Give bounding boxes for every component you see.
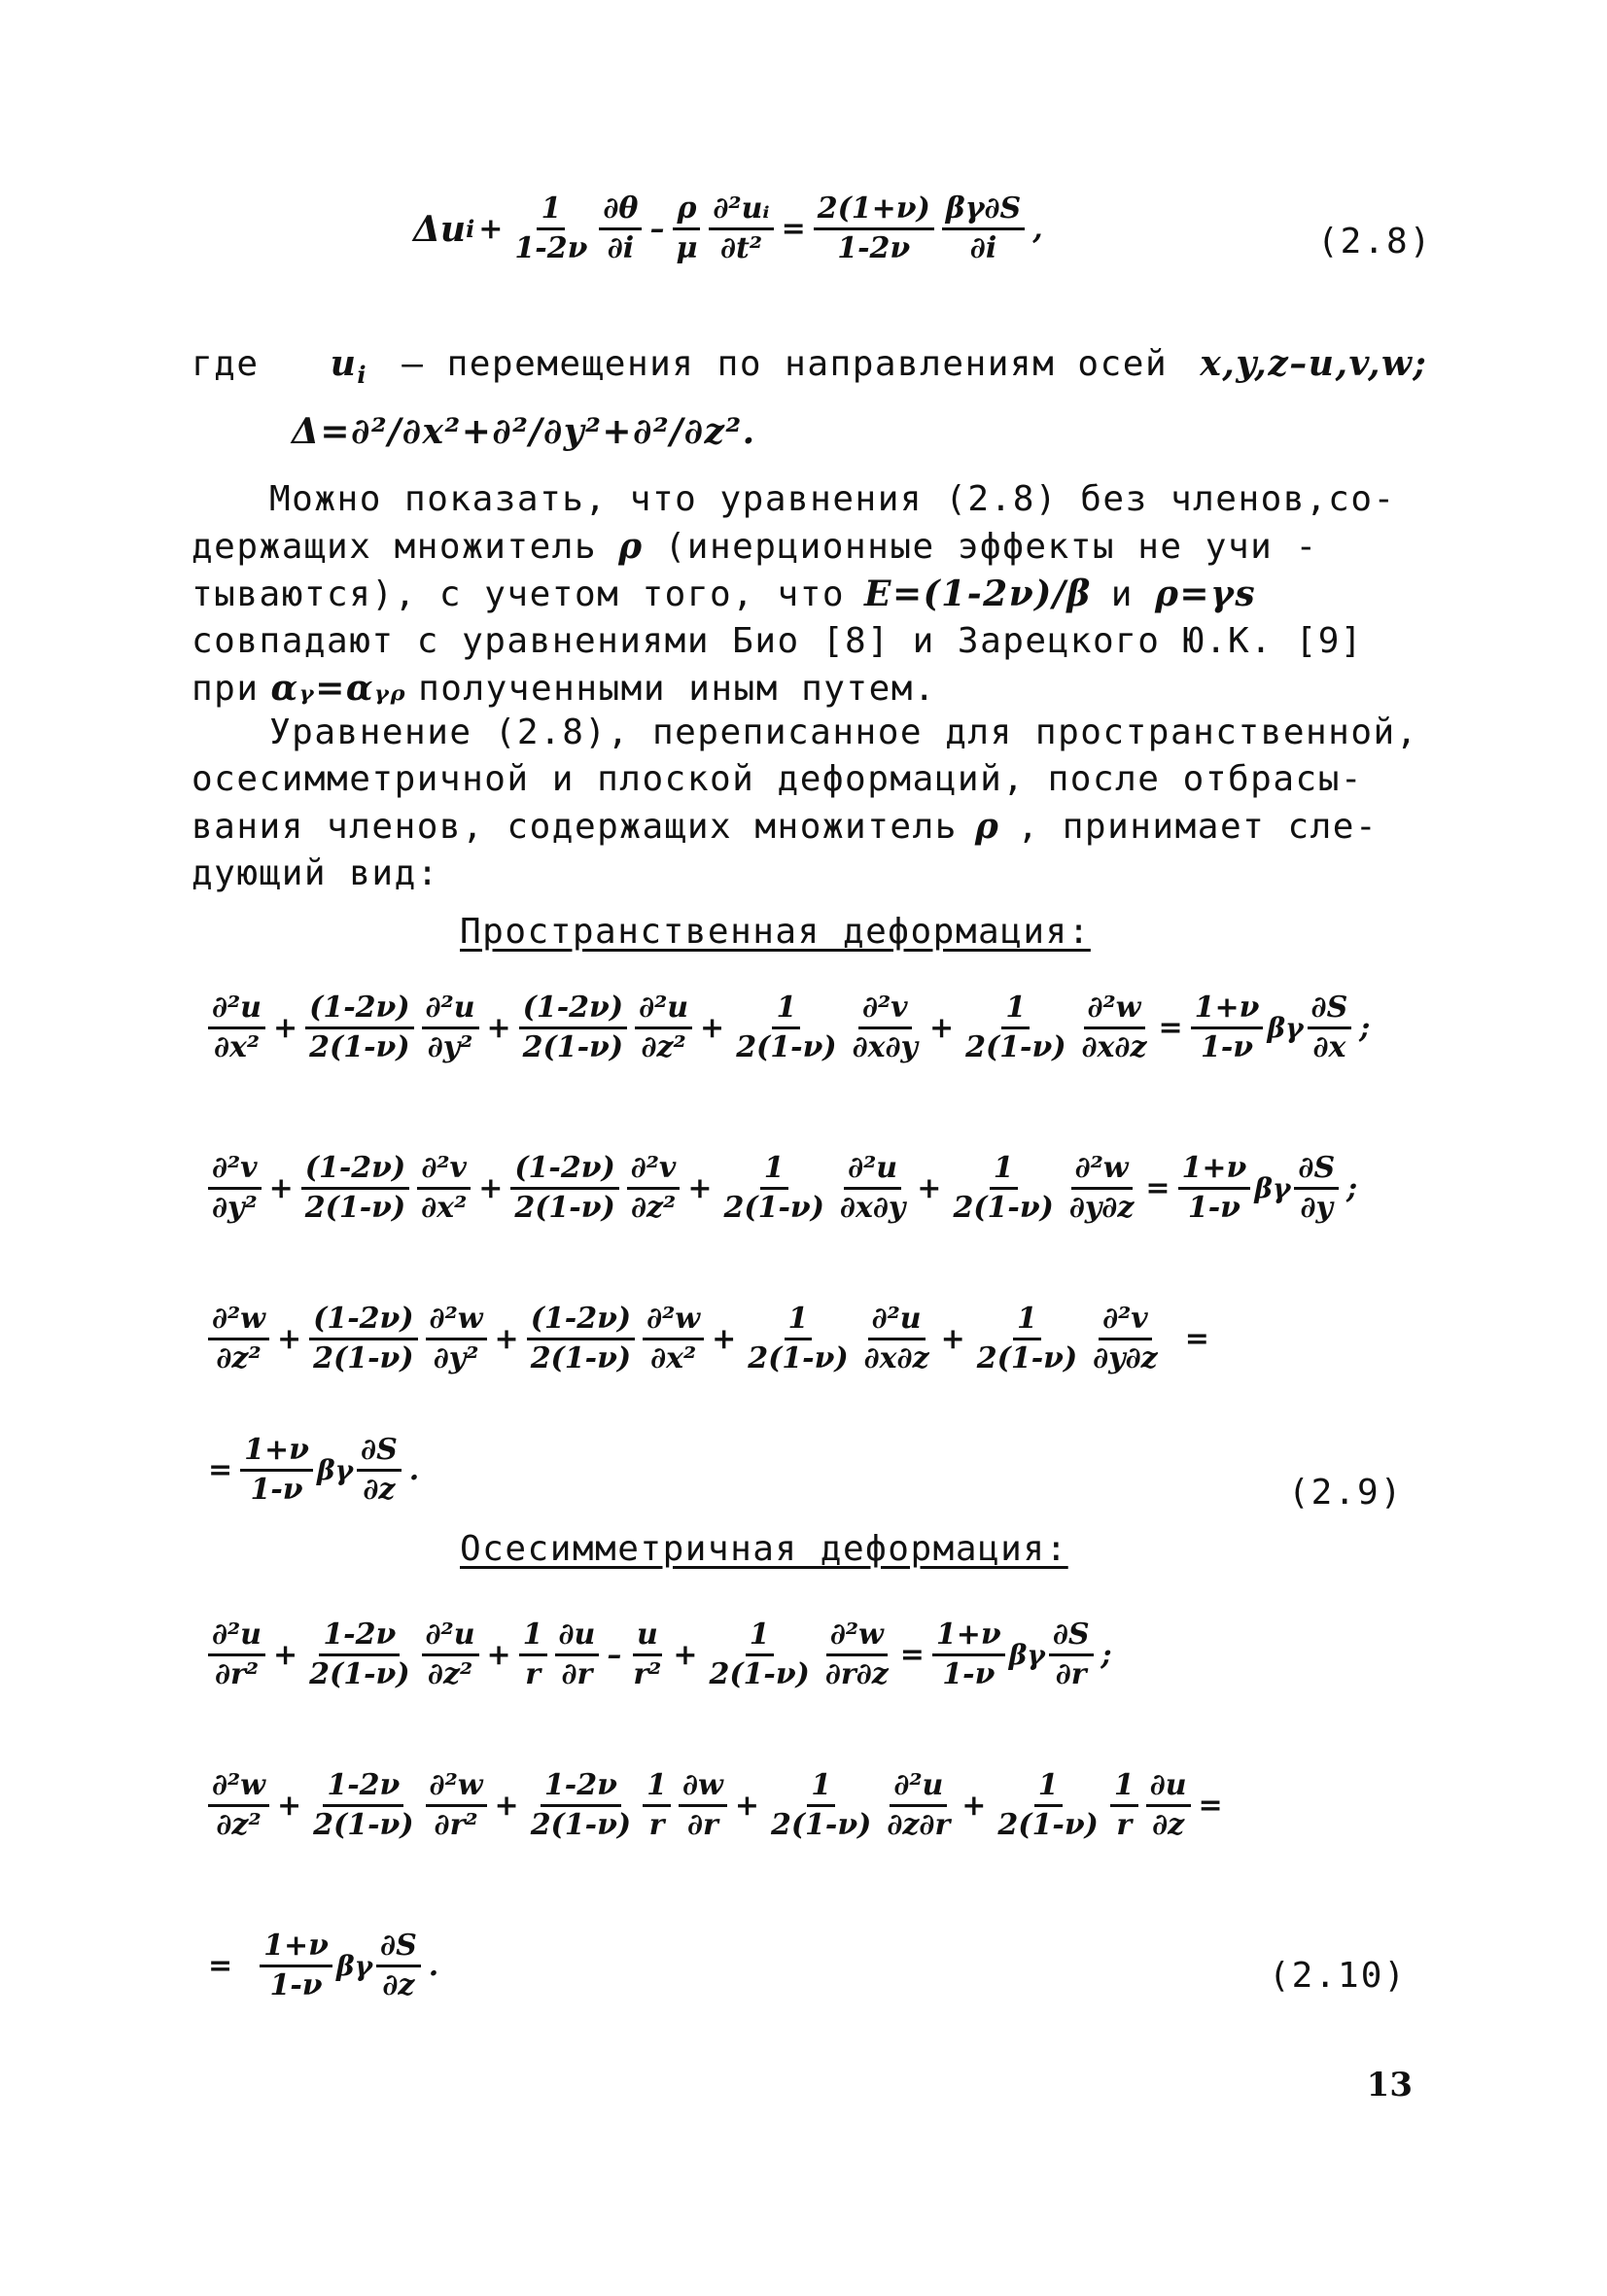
fraction: $\frac{\beta\gamma\partial S}{\partial i}$ [942,192,1025,265]
fraction: $\frac{\rho}{\mu}$ [672,192,701,265]
fraction: $\frac{2(1+\nu)}{1-2\nu}$ [814,192,934,265]
equation-number-2-9: (2.9) [1288,1473,1404,1513]
axes-list: x,y,z–u,v,w; [1200,343,1428,384]
equation-2-10-line-2: $\frac{\text{∂²w}}{\text{∂z²}}$ + $\frac{1-2\nu}{2(1-\nu)}$ $\frac{\text{∂²w}}{\text{∂r²}}$ + $\frac{1-2\nu}{2(1-\nu)}$ $\frac{1}{r}$ $\frac{\partial w}{\partial r}$ + $\frac{1}{2(1-\nu)}$ $\frac{\text{∂²u}}{\partial z\partial r}$ + $\frac{1}{2(1-\nu)}$ $\frac{1}{r}$ $\frac{\partial u}{\partial z}$ = [204,1769,1227,1842]
paragraph-2 [192,710,1418,897]
where-symbol: u [330,343,358,384]
fraction: $\frac{\partial\theta}{\partial i}$ [599,192,642,265]
paragraph-1 [192,476,1396,713]
heading-axisymmetric-deformation: Осесимметричная деформация: [460,1529,1068,1569]
equation-2-9-line-4: = $\frac{1+\nu}{1-\nu}$ βγ $\frac{\partial S}{\partial z}$ . [208,1433,420,1507]
where-symbol-sub: i [357,361,368,390]
equation-2-9-line-2: $\frac{\text{∂²v}}{\text{∂y²}}$ + $\frac{(1-2\nu)}{2(1-\nu)}$ $\frac{\text{∂²v}}{\text{∂x²}}$ + $\frac{(1-2\nu)}{2(1-\nu)}$ $\frac{\text{∂²v}}{\text{∂z²}}$ + $\frac{1}{2(1-\nu)}$ $\frac{\text{∂²u}}{\partial x\partial y}$ + $\frac{1}{2(1-\nu)}$ $\frac{\text{∂²w}}{\partial y\partial z}$ = $\frac{1+\nu}{1-\nu}$ βγ $\frac{\partial S}{\partial y}$ ; [204,1152,1361,1225]
equation-2-9-line-3: $\frac{\text{∂²w}}{\text{∂z²}}$ + $\frac{(1-2\nu)}{2(1-\nu)}$ $\frac{\text{∂²w}}{\text{∂y²}}$ + $\frac{(1-2\nu)}{2(1-\nu)}$ $\frac{\text{∂²w}}{\text{∂x²}}$ + $\frac{1}{2(1-\nu)}$ $\frac{\text{∂²u}}{\partial x\partial z}$ + $\frac{1}{2(1-\nu)}$ $\frac{\text{∂²v}}{\partial y\partial z}$ = [204,1303,1213,1375]
heading-spatial-deformation: Пространственная деформация: [460,912,1091,952]
eq-2-8-lhs: Δu [413,208,467,250]
equation-number-2-10: (2.10) [1269,1956,1408,1996]
paragraph-line: осесимметричной и плоской деформаций, после отбрасы- [192,759,1364,799]
paragraph-line: держащих множитель ρ (инерционные эффекты не учи - [192,526,1318,567]
paragraph-line: вания членов, содержащих множитель ρ , принимает сле- [192,806,1379,847]
page-number: 13 [1366,2066,1413,2105]
eq-2-8-lhs-sub: i [466,214,475,243]
where-text: – перемещения по направлениям осей [402,344,1169,384]
equation-2-8: Δu i + $\frac{1}{1-2\nu}$ $\frac{\partial\theta}{\partial i}$ – $\frac{\rho}{\mu}$ $\frac{\text{∂²uᵢ}}{\text{∂t²}}$ = $\frac{2(1+\nu)}{1-2\nu}$ $\frac{\beta\gamma\partial S}{\partial i}$ , [413,191,1043,265]
equation-2-10-line-1: $\frac{\text{∂²u}}{\text{∂r²}}$ + $\frac{1-2\nu}{2(1-\nu)}$ $\frac{\text{∂²u}}{\text{∂z²}}$ + $\frac{1}{r}$ $\frac{\partial u}{\partial r}$ – $\frac{u}{\text{r²}}$ + $\frac{1}{2(1-\nu)}$ $\frac{\text{∂²w}}{\partial r\partial z}$ = $\frac{1+\nu}{1-\nu}$ βγ $\frac{\partial S}{\partial r}$ ; [204,1618,1116,1691]
equation-2-10-line-3: = $\frac{1+\nu}{1-\nu}$ βγ $\frac{\partial S}{\partial z}$ . [208,1929,439,2002]
paragraph-line: Уравнение (2.8), переписанное для пространственной, [269,713,1418,752]
where-label: где [192,344,260,384]
paragraph-line: дующий вид: [192,853,439,893]
where-clause [192,340,1427,399]
paragraph-line: при αᵧ=αᵧᵨ полученными иным путем. [192,668,937,709]
paragraph-line: Можно показать, что уравнения (2.8) без членов,со- [269,479,1396,519]
equation-number-2-8: (2.8) [1317,222,1433,261]
paragraph-line: совпадают с уравнениями Био [8] и Зарецкого Ю.К. [9] [192,621,1364,661]
fraction: $\frac{\text{∂²uᵢ}}{\text{∂t²}}$ [709,192,773,265]
laplace-definition: Δ=∂²/∂x²+∂²/∂y²+∂²/∂z². [292,411,756,452]
fraction: $\frac{1}{1-2\nu}$ [514,191,588,265]
equation-2-9-line-1: $\frac{\text{∂²u}}{\text{∂x²}}$ + $\frac{(1-2\nu)}{2(1-\nu)}$ $\frac{\text{∂²u}}{\text{∂y²}}$ + $\frac{(1-2\nu)}{2(1-\nu)}$ $\frac{\text{∂²u}}{\text{∂z²}}$ + $\frac{1}{2(1-\nu)}$ $\frac{\text{∂²v}}{\partial x\partial y}$ + $\frac{1}{2(1-\nu)}$ $\frac{\text{∂²w}}{\partial x\partial z}$ = $\frac{1+\nu}{1-\nu}$ βγ $\frac{\partial S}{\partial x}$ ; [204,991,1374,1064]
paragraph-line: тываются), с учетом того, что E=(1-2ν)/β и ρ=γs [192,574,1257,614]
